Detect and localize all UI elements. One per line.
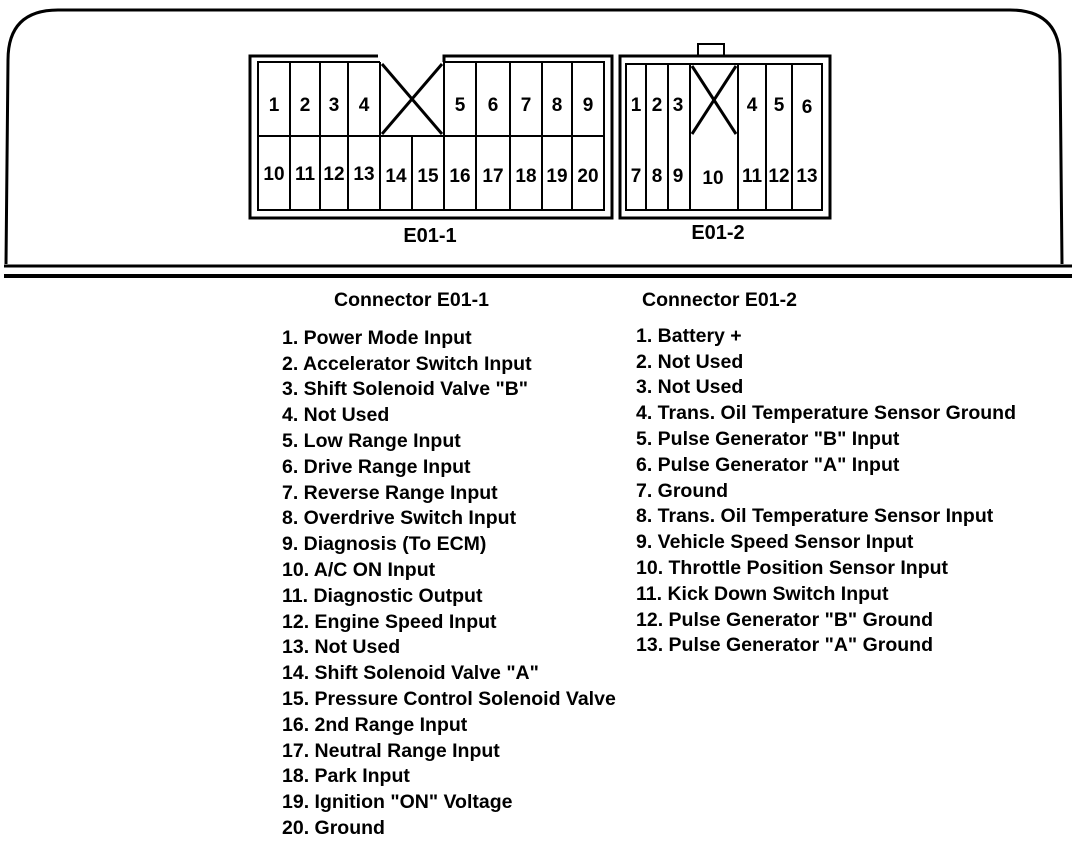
pin-label: 11 bbox=[741, 166, 763, 187]
pin-list-item: 4. Not Used bbox=[282, 404, 390, 427]
pin-list-item: 11. Diagnostic Output bbox=[282, 584, 483, 607]
pin-list-item: 12. Engine Speed Input bbox=[282, 610, 497, 633]
pin-list-item: 8. Overdrive Switch Input bbox=[282, 507, 517, 530]
pin-list-item: 6. Drive Range Input bbox=[282, 455, 471, 478]
pin-label: 18 bbox=[515, 166, 537, 187]
pin-list-item: 2. Accelerator Switch Input bbox=[282, 352, 532, 375]
pin-label: 6 bbox=[801, 97, 813, 118]
pin-list-item: 18. Park Input bbox=[282, 765, 410, 788]
connector-e01-1-label: E01-1 bbox=[403, 225, 457, 247]
legend-title: Connector E01-1 bbox=[334, 289, 489, 311]
pin-label: 4 bbox=[358, 95, 370, 116]
pin-label: 17 bbox=[482, 166, 504, 187]
pin-list-item: 4. Trans. Oil Temperature Sensor Ground bbox=[636, 402, 1016, 425]
pin-label: 12 bbox=[323, 164, 345, 185]
connector-e01-2 bbox=[620, 44, 830, 244]
pin-label: 15 bbox=[417, 166, 439, 187]
ecu-connector-diagram bbox=[0, 0, 1088, 290]
pin-label: 20 bbox=[577, 166, 599, 187]
pin-list-item: 2. Not Used bbox=[636, 350, 744, 373]
pin-label: 1 bbox=[630, 95, 642, 116]
connector-e01-2-label: E01-2 bbox=[691, 222, 745, 244]
connector-e01-1 bbox=[250, 56, 612, 247]
pin-list-item: 7. Reverse Range Input bbox=[282, 481, 498, 504]
pin-label: 3 bbox=[328, 95, 340, 116]
pin-label: 19 bbox=[546, 166, 568, 187]
connector-e01-1-pin-legend bbox=[282, 288, 616, 842]
pin-list-item: 13. Not Used bbox=[282, 636, 401, 659]
pin-label: 8 bbox=[651, 166, 663, 187]
blocked-cavity-x bbox=[382, 64, 442, 134]
pin-list-item: 13. Pulse Generator "A" Ground bbox=[636, 634, 933, 657]
pin-list-item: 3. Not Used bbox=[636, 376, 744, 399]
pin-label: 3 bbox=[672, 95, 684, 116]
pin-list-item: 8. Trans. Oil Temperature Sensor Input bbox=[636, 505, 994, 528]
pin-list-item: 1. Power Mode Input bbox=[282, 326, 472, 349]
pin-label: 10 bbox=[702, 168, 724, 189]
pin-label: 9 bbox=[672, 166, 684, 187]
pin-label: 16 bbox=[449, 166, 471, 187]
pin-label: 2 bbox=[299, 95, 311, 116]
pin-list-item: 5. Low Range Input bbox=[282, 429, 461, 452]
pin-label: 2 bbox=[651, 95, 663, 116]
pin-label: 7 bbox=[630, 166, 642, 187]
pin-list-item: 10. A/C ON Input bbox=[282, 558, 436, 581]
pin-label: 9 bbox=[582, 95, 594, 116]
pin-label: 5 bbox=[773, 95, 785, 116]
pin-list-item: 1. Battery + bbox=[636, 324, 742, 347]
pin-label: 12 bbox=[768, 166, 790, 187]
pin-list-item: 9. Vehicle Speed Sensor Input bbox=[636, 531, 914, 554]
blocked-cavity-x bbox=[692, 66, 736, 134]
pin-list-item: 11. Kick Down Switch Input bbox=[636, 582, 889, 605]
pin-list-item: 6. Pulse Generator "A" Input bbox=[636, 453, 900, 476]
pin-label: 11 bbox=[294, 164, 316, 185]
pin-label: 5 bbox=[454, 95, 466, 116]
pin-list-item: 10. Throttle Position Sensor Input bbox=[636, 556, 949, 579]
pin-label: 4 bbox=[746, 95, 758, 116]
pin-list-item: 12. Pulse Generator "B" Ground bbox=[636, 608, 933, 631]
connector-e01-2-latch-tab bbox=[698, 44, 724, 56]
pin-list-item: 15. Pressure Control Solenoid Valve bbox=[282, 687, 616, 710]
pin-label: 1 bbox=[268, 95, 280, 116]
pin-list bbox=[282, 326, 616, 842]
pin-list-item: 5. Pulse Generator "B" Input bbox=[636, 427, 900, 450]
pin-list-item: 16. 2nd Range Input bbox=[282, 713, 468, 736]
pin-list-item: 17. Neutral Range Input bbox=[282, 739, 500, 762]
pin-label: 10 bbox=[263, 164, 285, 185]
pin-label: 6 bbox=[487, 95, 499, 116]
pin-list-item: 7. Ground bbox=[636, 479, 729, 502]
pin-label: 7 bbox=[520, 95, 532, 116]
pin-label: 8 bbox=[551, 95, 563, 116]
pin-list-item: 3. Shift Solenoid Valve "B" bbox=[282, 378, 529, 401]
pin-list-item: 14. Shift Solenoid Valve "A" bbox=[282, 662, 539, 685]
pin-list bbox=[636, 324, 1016, 659]
pin-list-item: 9. Diagnosis (To ECM) bbox=[282, 533, 487, 556]
pin-label: 14 bbox=[385, 166, 407, 187]
legend-title: Connector E01-2 bbox=[642, 289, 797, 311]
connector-e01-2-pin-legend bbox=[636, 288, 1016, 659]
pin-list-item: 20. Ground bbox=[282, 816, 385, 839]
pin-label: 13 bbox=[796, 166, 818, 187]
pin-label: 13 bbox=[353, 164, 375, 185]
pin-list-item: 19. Ignition "ON" Voltage bbox=[282, 791, 513, 814]
